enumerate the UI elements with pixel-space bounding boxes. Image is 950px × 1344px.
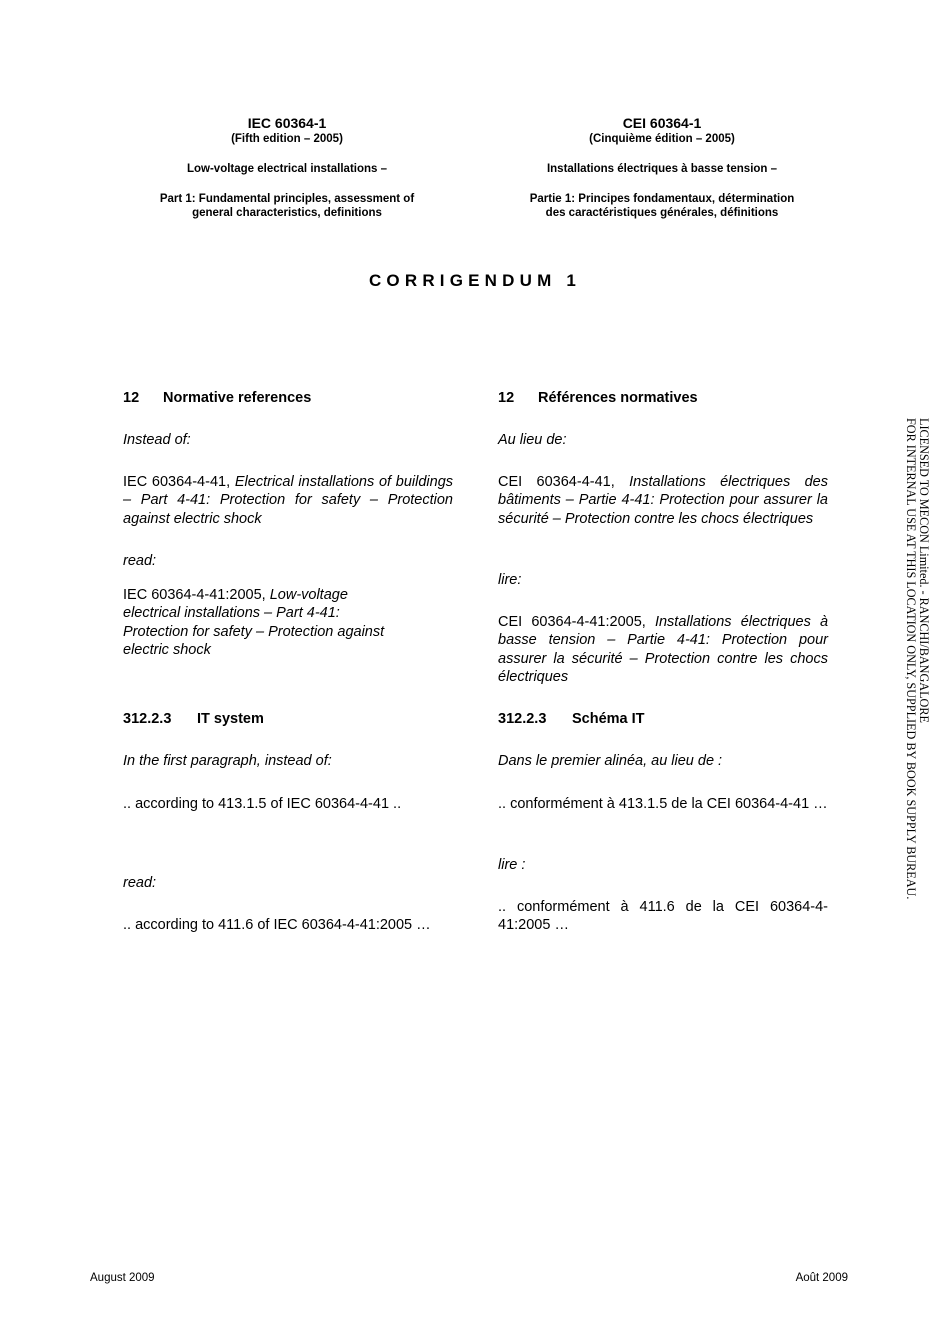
- section-title: IT system: [197, 711, 264, 727]
- corrigendum-title: CORRIGENDUM 1: [368, 271, 582, 290]
- section-number: 12: [123, 390, 140, 406]
- old-text: .. according to 413.1.5 of IEC 60364-4-41 ..: [123, 796, 402, 812]
- part-title-line-1: Part 1: Fundamental principles, assessment of: [159, 193, 415, 205]
- old-reference-title: Installations électriques des bâtiments – Partie 4-41: Protection pour assurer la sécurité – Protection contre les chocs électriques: [498, 474, 828, 527]
- new-reference-title-l1: Low-voltage: [269, 587, 348, 603]
- new-reference-number: IEC 60364-4-41:2005,: [123, 587, 266, 603]
- header-english: [112, 115, 462, 220]
- old-reference-number: IEC 60364-4-41,: [123, 474, 231, 490]
- section-number: 12: [498, 390, 515, 406]
- edition: (Cinquième édition – 2005): [589, 133, 735, 145]
- edition: (Fifth edition – 2005): [231, 133, 343, 145]
- new-text: .. conformément à 411.6 de la CEI 60364-4-41:2005 …: [498, 899, 828, 934]
- section-title: Références normatives: [538, 390, 698, 406]
- section-title: Normative references: [163, 390, 312, 406]
- old-reference-number: CEI 60364-4-41,: [498, 474, 615, 490]
- new-reference-title-l2: electrical installations – Part 4-41:: [123, 605, 340, 622]
- read-label: read:: [123, 553, 157, 569]
- header-french: [487, 115, 837, 220]
- new-reference: [123, 586, 463, 659]
- footer-date-french: Août 2009: [795, 1272, 848, 1284]
- instead-of-label: Instead of:: [123, 432, 191, 448]
- section-312-heading: [498, 710, 828, 728]
- read-label: lire :: [498, 857, 526, 873]
- new-reference-title-l3: Protection for safety – Protection against: [123, 623, 385, 640]
- license-watermark: [905, 418, 930, 899]
- old-reference-title: Electrical installations of buildings – Part 4-41: Protection for safety – Protection against electric shock: [123, 474, 454, 527]
- new-reference-title-l1: Installations: [654, 614, 732, 630]
- new-reference: [498, 613, 828, 686]
- part-title-line-1: Partie 1: Principes fondamentaux, détermination: [529, 193, 795, 205]
- section-title: Schéma IT: [572, 711, 645, 727]
- section-312-heading: [123, 710, 453, 728]
- standard-number: CEI 60364-1: [622, 115, 702, 131]
- section-number: 312.2.3: [498, 711, 547, 727]
- read-label: read:: [123, 875, 157, 891]
- footer-date-english: August 2009: [90, 1272, 155, 1284]
- standard-title: Installations électriques à basse tension –: [546, 163, 778, 175]
- standard-title: Low-voltage electrical installations –: [186, 163, 388, 175]
- new-text: .. according to 411.6 of IEC 60364-4-41:2005 …: [123, 917, 431, 933]
- read-label: lire:: [498, 572, 522, 588]
- old-text: .. conformément à 413.1.5 de la CEI 60364-4-41 …: [498, 796, 828, 812]
- new-reference-title-rest: électriques à basse tension – Partie 4-41: Protection pour assurer la sécurité – Protection contre les chocs électriques: [498, 614, 829, 685]
- instead-of-label: In the first paragraph, instead of:: [123, 753, 332, 769]
- new-reference-title-l4: electric shock: [123, 641, 211, 658]
- instead-of-label: Au lieu de:: [498, 432, 567, 448]
- new-reference-number: CEI 60364-4-41:2005,: [498, 614, 646, 630]
- section-number: 312.2.3: [123, 711, 172, 727]
- old-reference: [123, 473, 453, 528]
- license-line-2: FOR INTERNAL USE AT THIS LOCATION ONLY, SUPPLIED BY BOOK SUPPLY BUREAU.: [904, 418, 919, 900]
- instead-of-label: Dans le premier alinéa, au lieu de :: [498, 753, 723, 769]
- section-12-heading: [498, 389, 828, 407]
- old-reference: [498, 473, 828, 528]
- part-title-line-2: des caractéristiques générales, définitions: [545, 207, 779, 219]
- license-line-1: LICENSED TO MECON Limited. - RANCHI/BANGALORE: [917, 418, 931, 723]
- section-12-heading: [123, 389, 453, 407]
- part-title-line-2: general characteristics, definitions: [192, 207, 382, 219]
- standard-number: IEC 60364-1: [247, 115, 327, 131]
